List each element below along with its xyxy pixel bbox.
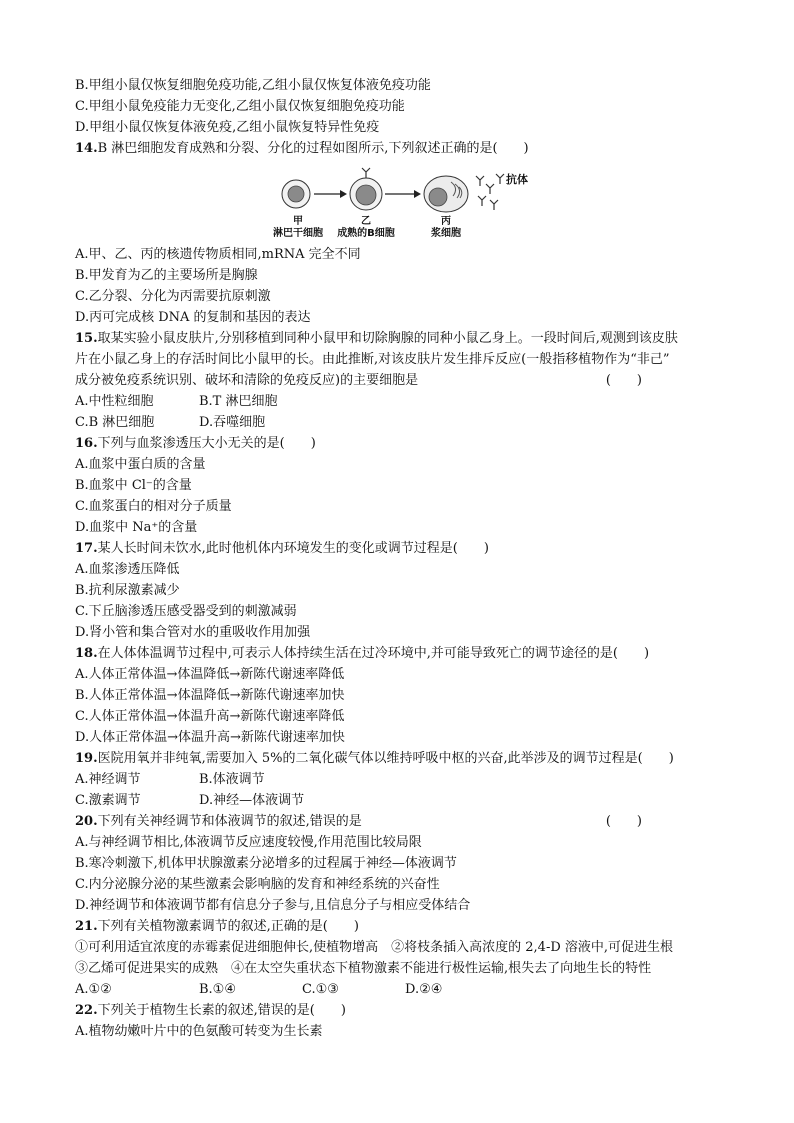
q15-options-row-1 <box>75 392 278 412</box>
q17-number: 17. <box>75 541 98 556</box>
q16-stem <box>75 434 316 454</box>
q16-option-b: B.血浆中 Cl⁻的含量 <box>75 478 192 493</box>
cell-b-name: 乙 <box>361 216 371 227</box>
q22-number: 22. <box>75 1003 98 1018</box>
q17-option-b: B.抗利尿激素减少 <box>75 583 180 598</box>
q13-option-d: D.甲组小鼠仅恢复体液免疫,乙组小鼠恢复特异性免疫 <box>75 120 380 135</box>
q21-statement-line-1: ①可利用适宜浓度的赤霉素促进细胞伸长,使植物增高 ②将枝条插入高浓度的 2,4-D 溶液中,可促进生根 <box>75 940 674 955</box>
q18-number: 18. <box>75 646 98 661</box>
q20-number: 20. <box>75 814 98 829</box>
lymphoid-stem-cell-icon <box>282 180 310 208</box>
q18-option-c: C.人体正常体温→体温升高→新陈代谢速率降低 <box>75 709 345 724</box>
q16-option-d: D.血浆中 Na⁺的含量 <box>75 520 198 535</box>
q19-option-b: B.体液调节 <box>199 772 265 787</box>
q15-options-row-2 <box>75 413 265 433</box>
q17-option-c: C.下丘脑渗透压感受器受到的刺激减弱 <box>75 604 297 619</box>
q22-stem-text: 下列关于植物生长素的叙述,错误的是( ) <box>97 1003 346 1018</box>
arrow-icon <box>314 190 347 198</box>
q20-option-a: A.与神经调节相比,体液调节反应速度较慢,作用范围比较局限 <box>75 835 422 850</box>
q18-option-b: B.人体正常体温→体温降低→新陈代谢速率加快 <box>75 688 345 703</box>
q16-option-a: A.血浆中蛋白质的含量 <box>75 457 206 472</box>
q18-option-a: A.人体正常体温→体温降低→新陈代谢速率降低 <box>75 667 345 682</box>
q20-option-b: B.寒冷刺激下,机体甲状腺激素分泌增多的过程属于神经—体液调节 <box>75 856 457 871</box>
q14-number: 14. <box>75 141 98 156</box>
q19-stem-text: 医院用氧并非纯氧,需要加入 5%的二氧化碳气体以维持呼吸中枢的兴奋,此举涉及的调节过程是( ) <box>97 751 674 766</box>
q19-number: 19. <box>75 751 98 766</box>
q20-stem-text: 下列有关神经调节和体液调节的叙述,错误的是 <box>97 814 362 829</box>
mature-b-cell-icon <box>350 168 382 210</box>
antibody-icon <box>476 174 504 210</box>
q22-option-a: A.植物幼嫩叶片中的色氨酸可转变为生长素 <box>75 1024 323 1039</box>
q14-stem-text: B 淋巴细胞发育成熟和分裂、分化的过程如图所示,下列叙述正确的是( ) <box>97 141 529 156</box>
q20-option-c: C.内分泌腺分泌的某些激素会影响脑的发育和神经系统的兴奋性 <box>75 877 440 892</box>
q20-option-d: D.神经调节和体液调节都有信息分子参与,且信息分子与相应受体结合 <box>75 898 471 913</box>
q19-stem <box>75 749 674 769</box>
q21-option-a: A.①② <box>75 982 112 997</box>
q16-stem-text: 下列与血浆渗透压大小无关的是( ) <box>97 436 316 451</box>
cell-a-name: 甲 <box>293 216 303 227</box>
q15-option-a: A.中性粒细胞 <box>75 394 154 409</box>
q15-line-1 <box>75 329 678 349</box>
q21-options-row <box>75 980 442 1000</box>
q21-stem-text: 下列有关植物激素调节的叙述,正确的是( ) <box>97 919 359 934</box>
q15-option-b: B.T 淋巴细胞 <box>199 394 278 409</box>
q14-option-d: D.丙可完成核 DNA 的复制和基因的表达 <box>75 310 311 325</box>
q15-option-c: C.B 淋巴细胞 <box>75 415 155 430</box>
q21-stem <box>75 917 359 937</box>
q14-option-b: B.甲发育为乙的主要场所是胸腺 <box>75 268 258 283</box>
q15-number: 15. <box>75 331 98 346</box>
q19-option-d: D.神经—体液调节 <box>199 793 305 808</box>
q14-stem <box>75 139 529 159</box>
arrow-icon <box>385 190 421 198</box>
q18-stem-text: 在人体体温调节过程中,可表示人体持续生活在过冷环境中,并可能导致死亡的调节途径的是( ) <box>97 646 650 661</box>
q17-option-d: D.肾小管和集合管对水的重吸收作用加强 <box>75 625 311 640</box>
q19-options-row-2 <box>75 791 304 811</box>
q19-option-c: C.激素调节 <box>75 793 141 808</box>
q18-stem <box>75 644 649 664</box>
q19-options-row-1 <box>75 770 265 790</box>
q21-number: 21. <box>75 919 98 934</box>
q17-option-a: A.血浆渗透压降低 <box>75 562 180 577</box>
q15-line-2: 片在小鼠乙身上的存活时间比小鼠甲的长。由此推断,对该皮肤片发生排斥反应(一般指移植物作为“非己” <box>75 352 670 367</box>
q16-option-c: C.血浆蛋白的相对分子质量 <box>75 499 232 514</box>
q21-statement-line-2: ③乙烯可促进果实的成熟 ④在太空失重状态下植物激素不能进行极性运输,根失去了向地生长的特性 <box>75 961 652 976</box>
q20-answer-paren: ( ) <box>605 814 642 829</box>
cell-c-name: 丙 <box>441 216 451 227</box>
antibody-label: 抗体 <box>506 173 528 186</box>
b-cell-diagram <box>268 166 538 216</box>
q21-option-d: D.②④ <box>405 982 443 997</box>
q17-stem <box>75 539 489 559</box>
b-cell-differentiation-figure <box>268 166 538 246</box>
q21-option-c: C.①③ <box>302 982 339 997</box>
q13-option-c: C.甲组小鼠免疫能力无变化,乙组小鼠仅恢复细胞免疫功能 <box>75 99 405 114</box>
cell-c-desc: 浆细胞 <box>431 228 461 239</box>
q17-stem-text: 某人长时间未饮水,此时他机体内环境发生的变化或调节过程是( ) <box>97 541 489 556</box>
q20-stem <box>75 812 718 832</box>
q15-line-3-text: 成分被免疫系统识别、破坏和清除的免疫反应)的主要细胞是 <box>75 373 419 388</box>
q21-option-b: B.①④ <box>199 982 236 997</box>
cell-a-desc: 淋巴干细胞 <box>273 228 323 239</box>
q15-answer-paren: ( ) <box>605 373 642 388</box>
q14-option-c: C.乙分裂、分化为丙需要抗原刺激 <box>75 289 271 304</box>
q16-number: 16. <box>75 436 98 451</box>
q13-option-b: B.甲组小鼠仅恢复细胞免疫功能,乙组小鼠仅恢复体液免疫功能 <box>75 78 431 93</box>
q22-stem <box>75 1001 346 1021</box>
cell-b-desc: 成熟的B细胞 <box>337 228 395 239</box>
q19-option-a: A.神经调节 <box>75 772 141 787</box>
q14-option-a: A.甲、乙、丙的核遗传物质相同,mRNA 完全不同 <box>75 247 361 262</box>
q15-line-1-text: 取某实验小鼠皮肤片,分别移植到同种小鼠甲和切除胸腺的同种小鼠乙身上。一段时间后,观测到该皮肤 <box>97 331 678 346</box>
plasma-cell-icon <box>424 176 468 212</box>
q15-line-3 <box>75 371 718 391</box>
q18-option-d: D.人体正常体温→体温升高→新陈代谢速率加快 <box>75 730 345 745</box>
q15-option-d: D.吞噬细胞 <box>199 415 266 430</box>
